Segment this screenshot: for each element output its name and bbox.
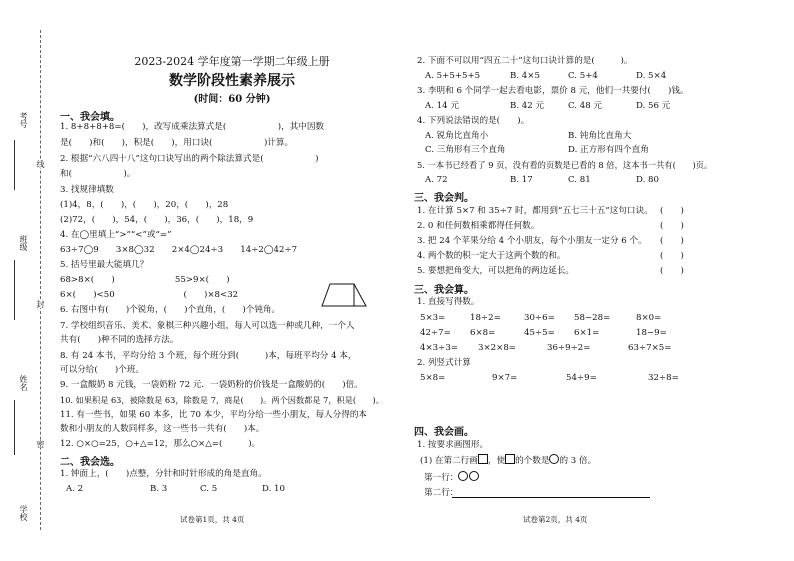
draw-req-part-b: ，使 xyxy=(487,456,506,466)
exam-no-line xyxy=(14,140,15,190)
judge-item-1: 1. 在计算 5×7 和 35÷7 时，都用到“五七三十五”这句口诀。 xyxy=(417,206,653,216)
draw-row1-label: 第一行： xyxy=(424,473,459,483)
vertical-calc-1: 5×8= xyxy=(420,373,446,383)
section5-title: 四、我会画。 xyxy=(414,427,474,438)
q10-line: 10. 如果积是 63，被除数是 63，除数是 7，商是( )。两个因数都是 7，积是( )。 xyxy=(60,395,384,405)
sel-q5-option-b[interactable]: B. 17 xyxy=(510,175,533,185)
sel-q3-option-b[interactable]: B. 42 元 xyxy=(510,101,545,111)
sel-q1-option-b[interactable]: B. 3 xyxy=(150,484,168,494)
sel-q2-option-d[interactable]: D. 5×4 xyxy=(636,71,667,81)
calc-r1-c4: 58−28= xyxy=(574,313,611,323)
calc-sub2: 2. 列竖式计算 xyxy=(417,358,471,368)
calc-r3-c2: 3×2×8= xyxy=(478,343,517,353)
sel-q4-option-b[interactable]: B. 钝角比直角大 xyxy=(568,131,632,141)
judge-item-2: 2. 0 和任何数相乘都得任何数。 xyxy=(417,221,540,231)
q1-line1: 1. 8+8+8+8=( )，改写成乘法算式是( )，其中因数 xyxy=(60,122,325,132)
sel-q3-option-c[interactable]: C. 48 元 xyxy=(568,101,602,111)
square-icon xyxy=(505,454,515,464)
q11-line2: 数和小朋友的人数同样多，这一些书一共有( )本。 xyxy=(60,424,265,434)
draw-row1 xyxy=(424,471,479,484)
sel-q1-stem: 1. 钟面上，( )点整，分针和时针形成的角是直角。 xyxy=(60,469,267,479)
calc-r2-c2: 6×8= xyxy=(470,328,496,338)
q3-seq2: (2)72，( )，54，( )，36，( )，18，9 xyxy=(60,215,254,225)
margin-class: 班级 xyxy=(19,235,28,251)
judge-paren-4[interactable]: ( ) xyxy=(660,251,684,261)
section1-title: 一、我会填。 xyxy=(60,112,120,123)
sel-q4-option-d[interactable]: D. 正方形有四个直角 xyxy=(568,145,649,155)
sel-q4-option-a[interactable]: A. 锐角比直角小 xyxy=(425,131,489,141)
sel-q1-option-a[interactable]: A. 2 xyxy=(66,484,84,494)
calc-r1-c1: 5×3= xyxy=(420,313,446,323)
q8-line1: 8. 有 24 本书，平均分给 3 个班，每个班分到( )本，每班平均分 4 本， xyxy=(60,351,357,361)
draw-req-part-d: 的 3 倍。 xyxy=(559,456,597,466)
q11-line1: 11. 有一些书，如果 60 本多，比 70 本少，平均分给一些小朋友，每人分得的本 xyxy=(60,410,368,420)
calc-r2-c4: 6×1= xyxy=(574,328,600,338)
vertical-calc-4: 32÷8= xyxy=(648,373,679,383)
section4-title: 三、我会算。 xyxy=(414,285,474,296)
calc-r3-c1: 4×3÷3= xyxy=(420,343,459,353)
right-page-footer: 试卷第2页，共 4页 xyxy=(523,515,588,524)
q3-title: 3. 找规律填数 xyxy=(60,185,114,195)
left-page-footer: 试卷第1页，共 4页 xyxy=(180,515,245,524)
name-line xyxy=(14,400,15,455)
margin-school: 学校 xyxy=(19,505,28,521)
q2-line2: 和( )。 xyxy=(60,169,136,179)
circle-icon xyxy=(458,471,468,481)
calc-r1-c5: 8×0= xyxy=(636,313,662,323)
margin-exam-no: 考号 xyxy=(19,112,28,128)
calc-r2-c1: 42÷7= xyxy=(420,328,451,338)
q1-line2: 是( )和( )，积是( )，用口诀( )计算。 xyxy=(60,138,294,148)
calc-r3-c3: 36÷9÷2= xyxy=(547,343,591,353)
sel-q3-option-d[interactable]: D. 56 元 xyxy=(636,101,671,111)
sel-q1-option-d[interactable]: D. 10 xyxy=(262,484,285,494)
vertical-calc-2: 9×7= xyxy=(492,373,518,383)
sel-q1-option-c[interactable]: C. 5 xyxy=(200,484,218,494)
q4-compare: 63÷7◯9 3×8◯32 2×4◯24÷3 14÷2◯42÷7 xyxy=(60,245,298,255)
calc-r2-c5: 18−9= xyxy=(636,328,667,338)
sel-q2-option-a[interactable]: A. 5+5+5+5 xyxy=(425,71,481,81)
seal-secret-char: 密 xyxy=(36,440,45,448)
judge-paren-3[interactable]: ( ) xyxy=(660,236,684,246)
draw-sub1: 1. 按要求画图形。 xyxy=(417,440,489,450)
sel-q2-stem: 2. 下面不可以用“四五二十”这句口诀计算的是( )。 xyxy=(417,56,633,66)
calc-r2-c3: 45÷5= xyxy=(524,328,555,338)
section3-title: 三、我会判。 xyxy=(414,193,474,204)
q3-seq1: (1)4，8，( )，( )，20，( )，28 xyxy=(60,200,229,210)
sel-q2-option-c[interactable]: C. 5+4 xyxy=(568,71,598,81)
circle-icon xyxy=(469,471,479,481)
calc-sub1: 1. 直接写得数。 xyxy=(417,297,480,307)
sel-q4-option-c[interactable]: C. 三角形有三个直角 xyxy=(425,145,506,155)
sel-q5-stem: 5. 一本书已经看了 9 页，没有看的页数是已看的 8 倍，这本书一共有( )页。 xyxy=(417,160,713,170)
seal-line-char: 线 xyxy=(36,160,45,168)
q2-line1: 2. 根据“六八四十八”这句口诀写出的两个除法算式是( ) xyxy=(60,154,319,164)
q7-line1: 7. 学校组织音乐、美术、象棋三种兴趣小组，每人可以选一种或几种，一个人 xyxy=(60,321,355,331)
sel-q5-option-d[interactable]: D. 80 xyxy=(636,175,659,185)
draw-requirement xyxy=(420,454,596,467)
judge-item-3: 3. 把 24 个苹果分给 4 个小朋友，每个小朋友一定分 6 个。 xyxy=(417,236,647,246)
judge-item-4: 4. 两个数的积一定大于这两个数的和。 xyxy=(417,251,566,261)
calc-r1-c2: 18÷2= xyxy=(470,313,501,323)
q5-row1: 68>8×( ) 55>9×( ) xyxy=(60,275,230,285)
draw-row2-answer-line[interactable] xyxy=(452,497,650,498)
sel-q5-option-c[interactable]: C. 81 xyxy=(568,175,591,185)
draw-req-part-c: 的个数是 xyxy=(515,456,550,466)
margin-name: 姓名 xyxy=(19,375,28,391)
section2-title: 二、我会选。 xyxy=(60,457,120,468)
q4-title: 4. 在◯里填上“>”“<”或“=” xyxy=(60,230,172,240)
exam-time: (时间：60 分钟) xyxy=(193,94,271,105)
exam-year-title: 2023-2024 学年度第一学期二年级上册 xyxy=(134,55,330,68)
q5-title: 5. 括号里最大能填几？ xyxy=(60,260,149,270)
class-line xyxy=(14,260,15,320)
judge-paren-1[interactable]: ( ) xyxy=(660,206,684,216)
sel-q2-option-b[interactable]: B. 4×5 xyxy=(510,71,540,81)
vertical-calc-3: 54÷9= xyxy=(566,373,597,383)
calc-r3-c4: 63÷7×5= xyxy=(628,343,672,353)
draw-req-part-a: (1) 在第二行画 xyxy=(420,456,478,466)
trapezoid-figure xyxy=(320,282,368,308)
sel-q3-option-a[interactable]: A. 14 元 xyxy=(425,101,459,111)
q7-line2: 共有( )种不同的选择方法。 xyxy=(60,335,179,345)
q6-line: 6. 右图中有( )个锐角，( )个直角，( )个钝角。 xyxy=(60,305,281,315)
judge-paren-5[interactable]: ( ) xyxy=(660,266,684,276)
judge-paren-2[interactable]: ( ) xyxy=(660,221,684,231)
q9-line: 9. 一盒酸奶 8 元钱，一袋奶粉 72 元．一袋奶粉的价钱是一盒酸奶的( )倍。 xyxy=(60,380,363,390)
q12-line: 12. ○×○=25，○+△=12，那么○×△=( )。 xyxy=(60,439,261,449)
sel-q4-stem: 4. 下列说法错误的是( )。 xyxy=(417,116,530,126)
circle-icon xyxy=(549,454,559,464)
q8-line2: 可以分给( )个班。 xyxy=(60,365,145,375)
q5-row2: 6×( )<50 ( )×8<32 xyxy=(60,290,239,300)
judge-item-5: 5. 要想把角变大，可以把角的两边延长。 xyxy=(417,266,575,276)
seal-seal-char: 封 xyxy=(36,300,45,308)
binding-dashed-line xyxy=(40,30,41,530)
sel-q5-option-a[interactable]: A. 72 xyxy=(425,175,448,185)
sel-q3-stem: 3. 李明和 6 个同学一起去看电影，票价 8 元，他们一共要付( )钱。 xyxy=(417,86,689,96)
calc-r1-c3: 30÷6= xyxy=(524,313,555,323)
draw-row2-label: 第二行： xyxy=(424,488,459,498)
exam-main-title: 数学阶段性素养展示 xyxy=(169,73,295,89)
square-icon xyxy=(478,454,488,464)
